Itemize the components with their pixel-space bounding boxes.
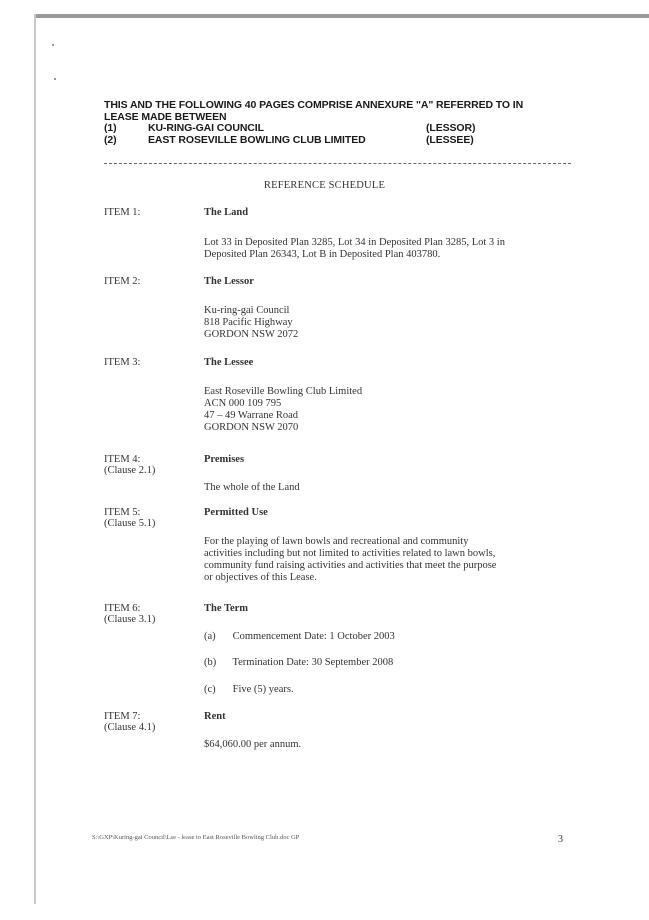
header-divider: [104, 163, 571, 164]
header-line-1: THIS AND THE FOLLOWING 40 PAGES COMPRISE ANNEXURE "A" REFERRED TO IN: [104, 99, 524, 111]
item-label: ITEM 6:: [104, 603, 141, 614]
item-heading: Premises: [204, 454, 245, 465]
item-heading: The Land: [204, 207, 249, 218]
body-line: or objectives of this Lease.: [204, 572, 317, 583]
item-heading: Rent: [204, 711, 226, 722]
item-label: ITEM 3:: [104, 357, 141, 368]
term-letter: (a): [204, 631, 216, 642]
item-heading: The Lessor: [204, 276, 254, 287]
term-row-c: [204, 684, 294, 696]
body-line: For the playing of lawn bowls and recreational and community: [204, 536, 469, 547]
item-body: [204, 739, 571, 751]
body-line: activities including but not limited to activities related to lawn bowls,: [204, 548, 496, 559]
schedule-title: REFERENCE SCHEDULE: [263, 180, 386, 191]
term-letter: (c): [204, 684, 216, 695]
body-line: 818 Pacific Highway: [204, 317, 293, 328]
page-number: 3: [558, 834, 563, 845]
item-label: ITEM 2:: [104, 276, 141, 287]
body-line: GORDON NSW 2072: [204, 329, 299, 340]
party-number: (2): [104, 134, 117, 146]
annexure-header: [104, 100, 574, 147]
term-row-b: [204, 657, 393, 669]
term-row-a: [204, 631, 395, 643]
party-role: (LESSOR): [426, 122, 476, 134]
item-heading: The Lessee: [204, 357, 254, 368]
party-row-2: [104, 135, 574, 147]
scan-edge-left: [34, 14, 36, 904]
item-heading: The Term: [204, 603, 249, 614]
term-letter: (b): [204, 657, 217, 668]
body-line: Deposited Plan 26343, Lot B in Deposited Plan 403780.: [204, 249, 441, 260]
item-clause: (Clause 2.1): [104, 465, 156, 476]
item-label: ITEM 5:: [104, 507, 141, 518]
item-clause: (Clause 4.1): [104, 722, 156, 733]
party-name: EAST ROSEVILLE BOWLING CLUB LIMITED: [148, 134, 366, 146]
body-line: The whole of the Land: [204, 482, 300, 493]
scan-edge-top: [34, 14, 649, 18]
item-body: [204, 237, 571, 261]
body-line: East Roseville Bowling Club Limited: [204, 386, 363, 397]
item-body: [204, 386, 571, 434]
body-line: GORDON NSW 2070: [204, 422, 299, 433]
body-line: community fund raising activities and activities that meet the purpose: [204, 560, 497, 571]
item-body: [204, 305, 571, 341]
header-line-2: LEASE MADE BETWEEN: [104, 110, 227, 123]
party-role: (LESSEE): [426, 134, 474, 146]
term-text: Commencement Date: 1 October 2003: [232, 631, 395, 642]
body-line: ACN 000 109 795: [204, 398, 282, 409]
item-label: ITEM 4:: [104, 454, 141, 465]
body-line: $64,060.00 per annum.: [204, 739, 302, 750]
footer-file-path: S:\GXP\Kuring-gai Council\Lse - lease to East Roseville Bowling Club.doc GP: [92, 834, 300, 841]
term-text: Five (5) years.: [232, 684, 294, 695]
body-line: Lot 33 in Deposited Plan 3285, Lot 34 in Deposited Plan 3285, Lot 3 in: [204, 237, 505, 248]
scan-speck: [52, 44, 54, 46]
party-name: KU-RING-GAI COUNCIL: [148, 122, 264, 134]
body-line: Ku-ring-gai Council: [204, 305, 290, 316]
scan-speck: [54, 78, 56, 80]
item-body: [204, 482, 571, 494]
item-label: ITEM 1:: [104, 207, 141, 218]
item-heading: Permitted Use: [204, 507, 268, 518]
party-number: (1): [104, 122, 117, 134]
item-label: ITEM 7:: [104, 711, 141, 722]
body-line: 47 – 49 Warrane Road: [204, 410, 299, 421]
term-text: Termination Date: 30 September 2008: [232, 657, 394, 668]
item-clause: (Clause 3.1): [104, 614, 156, 625]
item-clause: (Clause 5.1): [104, 518, 156, 529]
item-body: [204, 536, 571, 584]
